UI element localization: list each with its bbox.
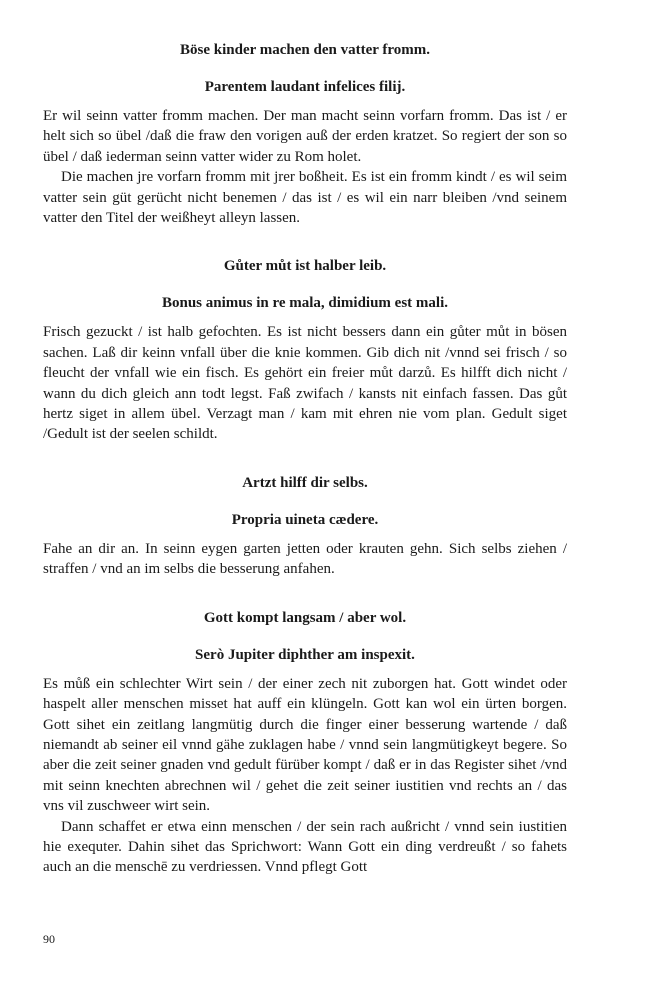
section-proverb-1	[43, 40, 567, 228]
section-title-german: Böse kinder machen den vatter fromm.	[180, 42, 430, 58]
section-proverb-3	[43, 473, 567, 580]
section-title-german: Gott kompt langsam / aber wol.	[203, 609, 407, 626]
section-title-latin: Bonus animus in re mala, dimidium est mali.	[161, 295, 449, 312]
section-title-german: Artzt hilff dir selbs.	[242, 474, 368, 491]
paragraph: Frisch gezuckt / ist halb gefochten. Es ist nicht bessers dann ein gůter můt in bösen sachen. Laß dir keinn vnfall über die knie kommen. Gib dich nit /vnnd sei frisch / so fleucht der vnfall wie ein fisch. Es gehört ein freier můt darzů. Es hilfft dich nicht / wann du dich gleich ann todt legst. Faß zwifach / kansts nit einfach fassen. Das gůt hertz siget in allem übel. Verzagt man / kam mit ehren nie vom plan. Gedult siget /Gedult ist der seelen schildt.	[43, 324, 567, 443]
paragraph: Er wil seinn vatter fromm machen. Der man macht seinn vorfarn fromm. Das ist / er helt sich so übel /daß die fraw den vorigen auß der erden kratzet. So regiert der son so übel / daß iederman seinn vatter wider zu Rom holet.	[43, 108, 567, 165]
section-title-latin: Parentem laudant infelices filij.	[204, 79, 406, 95]
paragraph: Die machen jre vorfarn fromm mit jrer boßheit. Es ist ein fromm kindt / es wil seim vatter sein güt gerücht nicht benemen / das ist / es wil ein narr bleiben /vnd seinem vatter den Titel der weißheyt alleyn lassen.	[43, 169, 567, 227]
section-title-german: Gůter můt ist halber leib.	[223, 258, 387, 275]
paragraph: Es můß ein schlechter Wirt sein / der einer zech nit zuborgen hat. Gott windet oder haspelt aller menschen misset hat auff ein klüngeln. Gott kan wol ein ürten borgen. Gott sihet ein zeitlang langmütig durch die finger einer besserung wartende / daß niemandt ab seiner eil vnnd gähe zuklagen habe / vnnd sein langmütigkeyt begere. So aber die zeit seiner gnaden vnd gedult fürüber kompt / daß er in das Register sihet /vnd mit seinn knechten abrechnen wil / gehet die zeit seiner iustitien vnd rechts an / das vns vil zuschweer wirt sein.	[43, 675, 567, 815]
paragraph: Fahe an dir an. In seinn eygen garten jetten oder krauten gehn. Sich selbs ziehen / straffen / vnd an im selbs die besserung anfahen.	[43, 540, 567, 578]
section-proverb-2	[43, 256, 567, 444]
section-title-latin: Serò Jupiter diphther am inspexit.	[195, 646, 415, 663]
section-proverb-4	[43, 608, 567, 878]
page-content	[43, 40, 567, 906]
page-number: 90	[43, 932, 55, 946]
section-title-latin: Propria uineta cædere.	[231, 511, 379, 528]
paragraph: Dann schaffet er etwa einn menschen / der sein rach außricht / vnnd sein iustitien hie exequter. Dahin sihet das Sprichwort: Wann Gott ein ding verdreußt / so fahets auch an die menschē zu verdriessen. Vnnd pflegt Gott	[43, 818, 567, 876]
